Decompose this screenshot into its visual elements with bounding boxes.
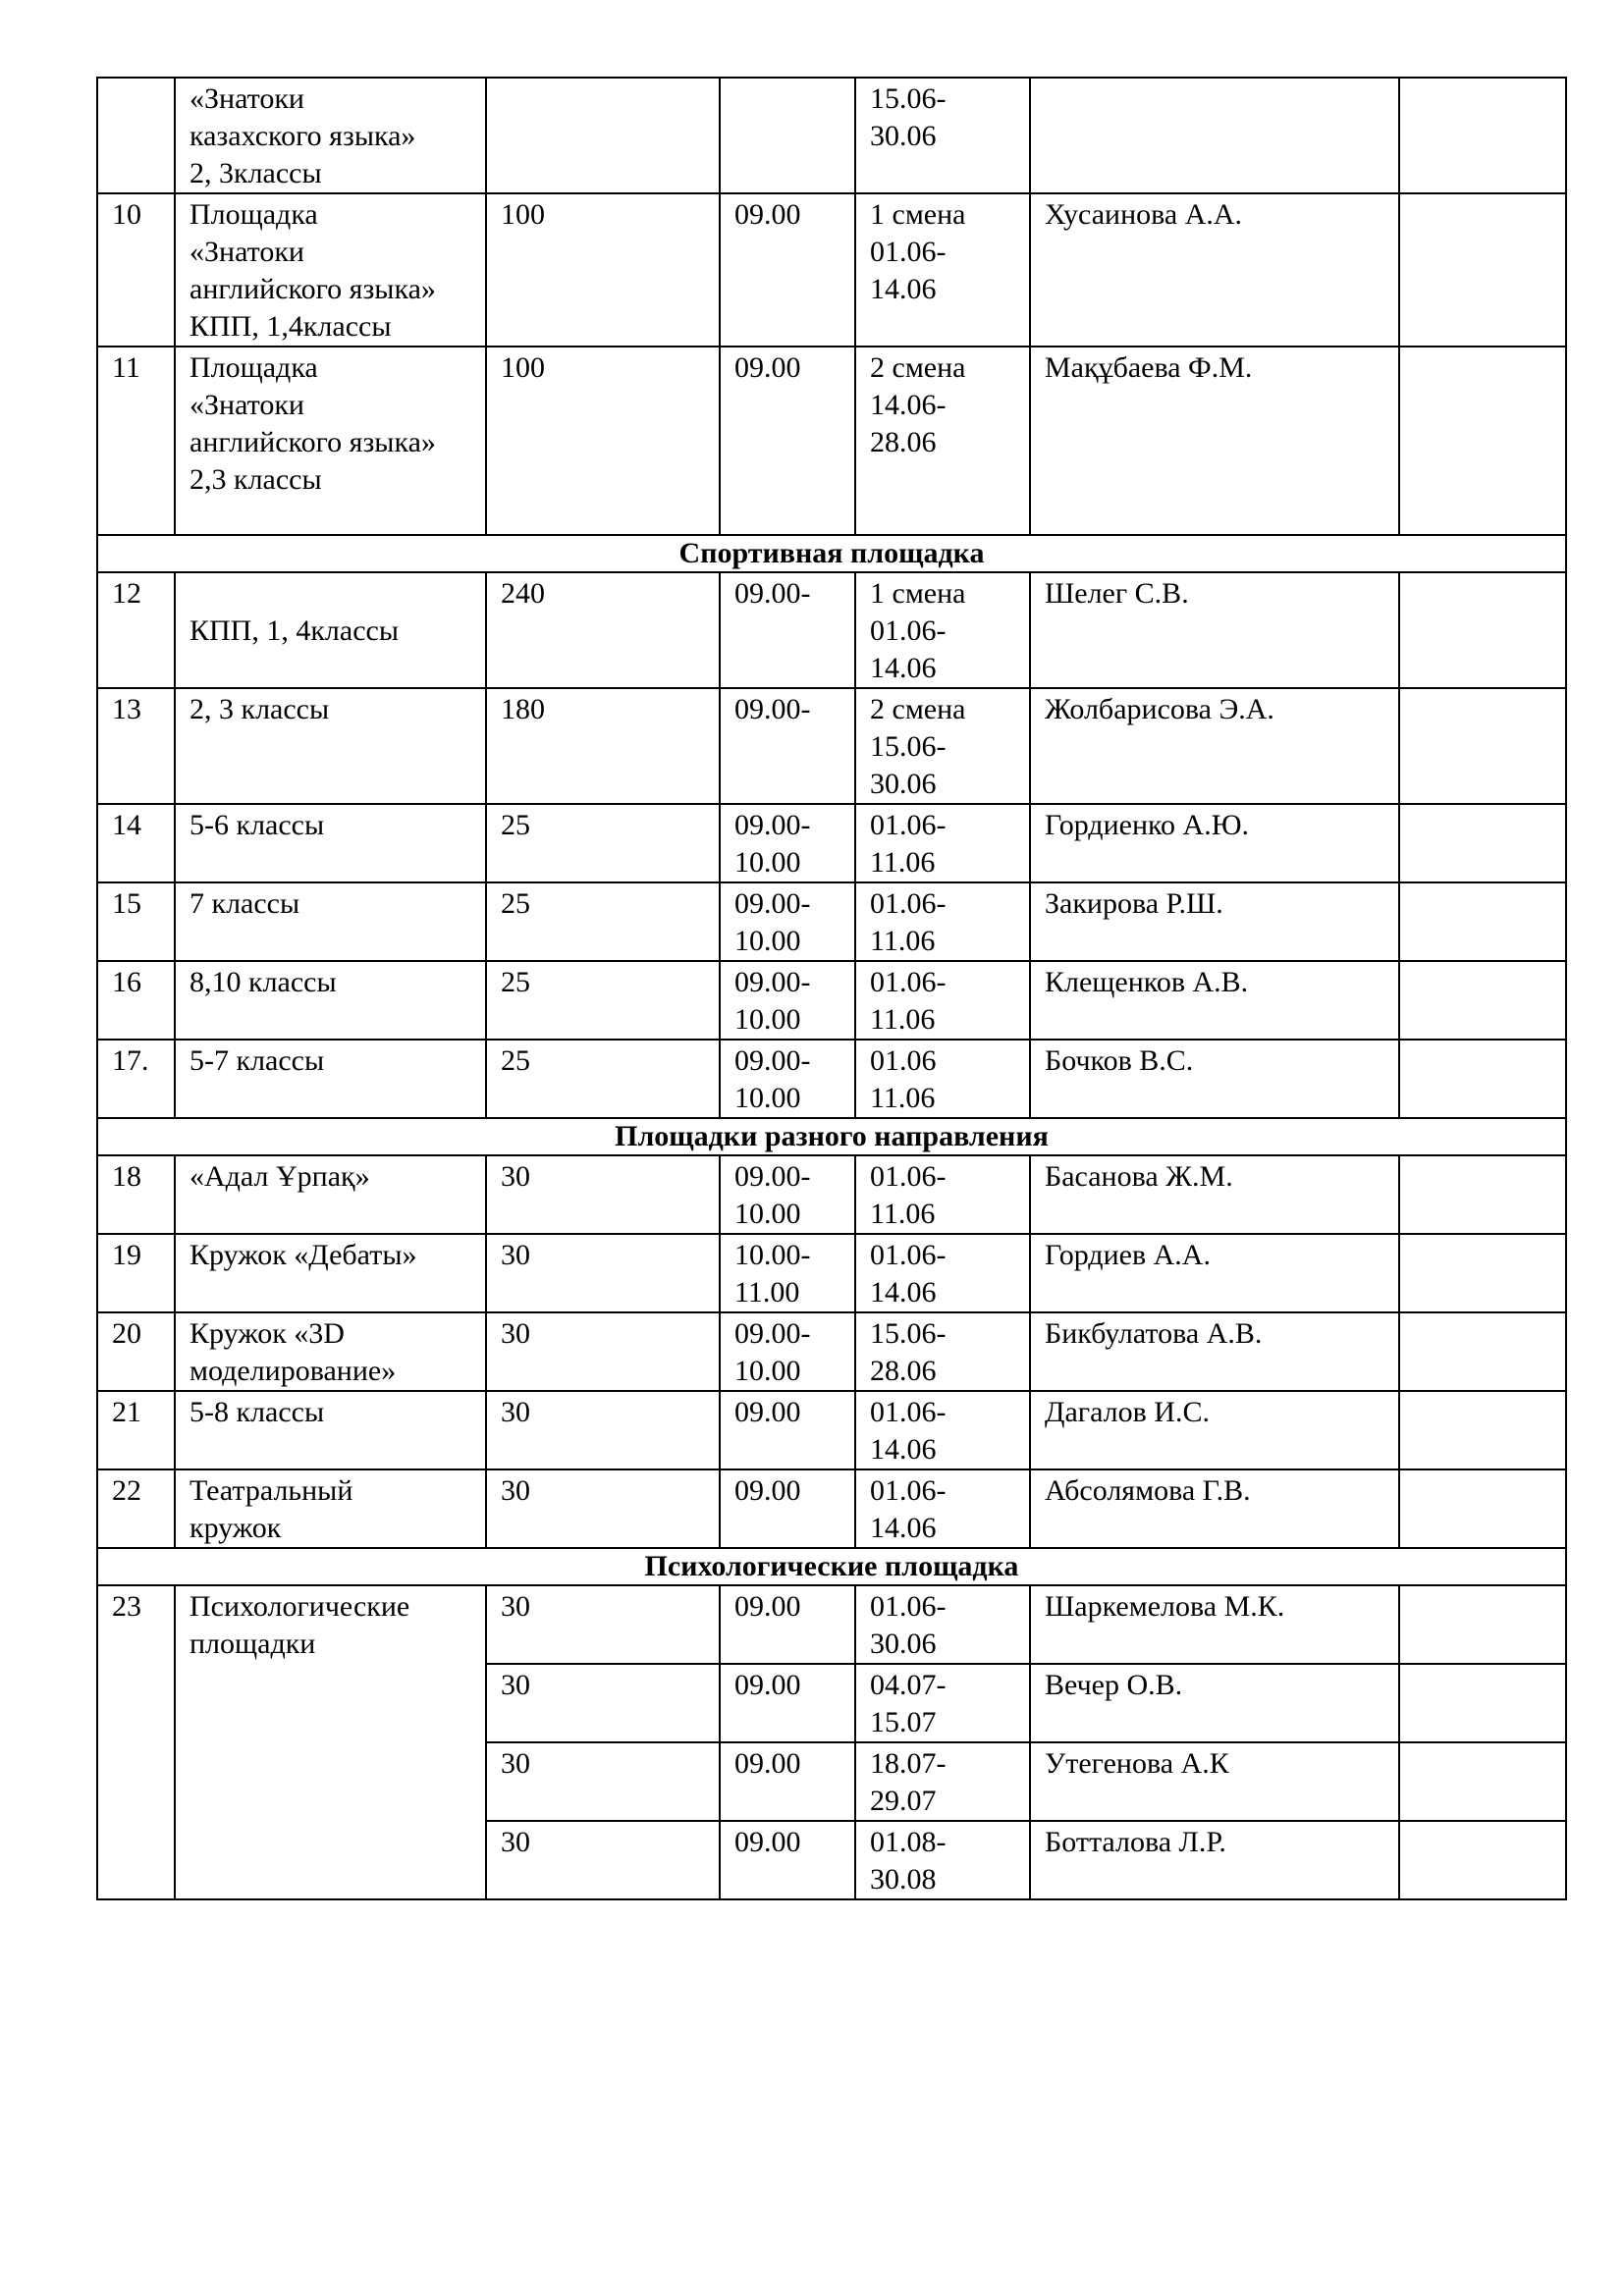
schedule-table <box>96 77 1567 1900</box>
participants-cell: 25 <box>486 961 720 1040</box>
table-row <box>97 688 1566 804</box>
row-number-cell: 23 <box>97 1585 175 1899</box>
start-time-cell: 10.00- 11.00 <box>720 1234 855 1312</box>
start-time-cell: 09.00- 10.00 <box>720 1155 855 1234</box>
start-time-cell: 09.00 <box>720 1742 855 1821</box>
notes-cell <box>1399 347 1566 535</box>
start-time-cell: 09.00- 10.00 <box>720 882 855 961</box>
participants-cell: 25 <box>486 1040 720 1118</box>
dates-cell: 2 смена 15.06- 30.06 <box>855 688 1030 804</box>
dates-cell: 01.06- 11.06 <box>855 804 1030 882</box>
table-row <box>97 347 1566 535</box>
responsible-person-cell <box>1030 78 1399 193</box>
participants-cell: 30 <box>486 1155 720 1234</box>
responsible-person-cell: Шелег С.В. <box>1030 572 1399 688</box>
section-header-row <box>97 1548 1566 1585</box>
table-row <box>97 1391 1566 1469</box>
notes-cell <box>1399 688 1566 804</box>
responsible-person-cell: Мақұбаева Ф.М. <box>1030 347 1399 535</box>
responsible-person-cell: Утегенова А.К <box>1030 1742 1399 1821</box>
activity-name-cell: 5-7 классы <box>175 1040 486 1118</box>
dates-cell: 15.06- 28.06 <box>855 1312 1030 1391</box>
row-number-cell: 15 <box>97 882 175 961</box>
table-row <box>97 572 1566 688</box>
table-row <box>97 78 1566 193</box>
row-number-cell: 14 <box>97 804 175 882</box>
activity-name-cell: «Адал Ұрпақ» <box>175 1155 486 1234</box>
row-number-cell: 18 <box>97 1155 175 1234</box>
start-time-cell: 09.00- 10.00 <box>720 1312 855 1391</box>
responsible-person-cell: Абсолямова Г.В. <box>1030 1469 1399 1548</box>
section-title: Площадки разного направления <box>97 1118 1566 1155</box>
start-time-cell: 09.00 <box>720 1664 855 1742</box>
participants-cell: 100 <box>486 347 720 535</box>
activity-name-cell: 8,10 классы <box>175 961 486 1040</box>
start-time-cell: 09.00- <box>720 688 855 804</box>
notes-cell <box>1399 1040 1566 1118</box>
table-row <box>97 1155 1566 1234</box>
participants-cell <box>486 78 720 193</box>
responsible-person-cell: Шаркемелова М.К. <box>1030 1585 1399 1664</box>
dates-cell: 01.06- 14.06 <box>855 1469 1030 1548</box>
dates-cell: 1 смена 01.06- 14.06 <box>855 193 1030 347</box>
start-time-cell: 09.00- 10.00 <box>720 1040 855 1118</box>
activity-name-cell: Площадка «Знатоки английского языка» КПП, 1,4классы <box>175 193 486 347</box>
dates-cell: 2 смена 14.06- 28.06 <box>855 347 1030 535</box>
activity-name-cell: «Знатоки казахского языка» 2, 3классы <box>175 78 486 193</box>
participants-cell: 30 <box>486 1234 720 1312</box>
row-number-cell: 13 <box>97 688 175 804</box>
section-title: Спортивная площадка <box>97 535 1566 572</box>
dates-cell: 01.06- 14.06 <box>855 1234 1030 1312</box>
start-time-cell: 09.00 <box>720 1391 855 1469</box>
table-row <box>97 1234 1566 1312</box>
table-row <box>97 1312 1566 1391</box>
responsible-person-cell: Бикбулатова А.В. <box>1030 1312 1399 1391</box>
row-number-cell: 17. <box>97 1040 175 1118</box>
responsible-person-cell: Хусаинова А.А. <box>1030 193 1399 347</box>
start-time-cell: 09.00- <box>720 572 855 688</box>
activity-name-cell: Кружок «3D моделирование» <box>175 1312 486 1391</box>
start-time-cell: 09.00- 10.00 <box>720 961 855 1040</box>
notes-cell <box>1399 1391 1566 1469</box>
row-number-cell: 19 <box>97 1234 175 1312</box>
participants-cell: 30 <box>486 1585 720 1664</box>
dates-cell: 01.06- 14.06 <box>855 1391 1030 1469</box>
row-number-cell: 21 <box>97 1391 175 1469</box>
activity-name-cell: Площадка «Знатоки английского языка» 2,3 классы <box>175 347 486 535</box>
participants-cell: 30 <box>486 1312 720 1391</box>
responsible-person-cell: Гордиев А.А. <box>1030 1234 1399 1312</box>
responsible-person-cell: Вечер О.В. <box>1030 1664 1399 1742</box>
notes-cell <box>1399 1821 1566 1899</box>
participants-cell: 30 <box>486 1391 720 1469</box>
row-number-cell: 10 <box>97 193 175 347</box>
start-time-cell <box>720 78 855 193</box>
notes-cell <box>1399 572 1566 688</box>
row-number-cell <box>97 78 175 193</box>
table-row <box>97 193 1566 347</box>
activity-name-cell: 5-8 классы <box>175 1391 486 1469</box>
row-number-cell: 20 <box>97 1312 175 1391</box>
dates-cell: 01.06- 11.06 <box>855 882 1030 961</box>
activity-name-cell: 7 классы <box>175 882 486 961</box>
dates-cell: 1 смена 01.06- 14.06 <box>855 572 1030 688</box>
responsible-person-cell: Гордиенко А.Ю. <box>1030 804 1399 882</box>
start-time-cell: 09.00 <box>720 1469 855 1548</box>
dates-cell: 04.07- 15.07 <box>855 1664 1030 1742</box>
row-number-cell: 11 <box>97 347 175 535</box>
responsible-person-cell: Басанова Ж.М. <box>1030 1155 1399 1234</box>
notes-cell <box>1399 804 1566 882</box>
start-time-cell: 09.00 <box>720 193 855 347</box>
participants-cell: 30 <box>486 1742 720 1821</box>
notes-cell <box>1399 1742 1566 1821</box>
activity-name-cell: Психологические площадки <box>175 1585 486 1899</box>
activity-name-cell: Театральный кружок <box>175 1469 486 1548</box>
dates-cell: 01.08- 30.08 <box>855 1821 1030 1899</box>
responsible-person-cell: Жолбарисова Э.А. <box>1030 688 1399 804</box>
start-time-cell: 09.00- 10.00 <box>720 804 855 882</box>
table-row <box>97 961 1566 1040</box>
responsible-person-cell: Бочков В.С. <box>1030 1040 1399 1118</box>
activity-name-cell: 2, 3 классы <box>175 688 486 804</box>
table-row <box>97 1469 1566 1548</box>
start-time-cell: 09.00 <box>720 347 855 535</box>
activity-name-cell: Кружок «Дебаты» <box>175 1234 486 1312</box>
dates-cell: 15.06- 30.06 <box>855 78 1030 193</box>
participants-cell: 100 <box>486 193 720 347</box>
dates-cell: 01.06- 30.06 <box>855 1585 1030 1664</box>
dates-cell: 01.06- 11.06 <box>855 961 1030 1040</box>
start-time-cell: 09.00 <box>720 1821 855 1899</box>
section-title: Психологические площадка <box>97 1548 1566 1585</box>
activity-name-cell: КПП, 1, 4классы <box>175 572 486 688</box>
notes-cell <box>1399 193 1566 347</box>
participants-cell: 30 <box>486 1469 720 1548</box>
notes-cell <box>1399 882 1566 961</box>
notes-cell <box>1399 1234 1566 1312</box>
participants-cell: 30 <box>486 1821 720 1899</box>
section-header-row <box>97 1118 1566 1155</box>
responsible-person-cell: Дагалов И.С. <box>1030 1391 1399 1469</box>
responsible-person-cell: Закирова Р.Ш. <box>1030 882 1399 961</box>
notes-cell <box>1399 1664 1566 1742</box>
notes-cell <box>1399 1585 1566 1664</box>
participants-cell: 25 <box>486 882 720 961</box>
participants-cell: 240 <box>486 572 720 688</box>
dates-cell: 01.06- 11.06 <box>855 1155 1030 1234</box>
notes-cell <box>1399 1469 1566 1548</box>
start-time-cell: 09.00 <box>720 1585 855 1664</box>
row-number-cell: 22 <box>97 1469 175 1548</box>
row-number-cell: 12 <box>97 572 175 688</box>
table-row <box>97 882 1566 961</box>
responsible-person-cell: Клещенков А.В. <box>1030 961 1399 1040</box>
participants-cell: 30 <box>486 1664 720 1742</box>
dates-cell: 01.06 11.06 <box>855 1040 1030 1118</box>
row-number-cell: 16 <box>97 961 175 1040</box>
responsible-person-cell: Ботталова Л.Р. <box>1030 1821 1399 1899</box>
dates-cell: 18.07- 29.07 <box>855 1742 1030 1821</box>
table-row <box>97 804 1566 882</box>
notes-cell <box>1399 78 1566 193</box>
participants-cell: 25 <box>486 804 720 882</box>
schedule-table-body <box>97 78 1566 1899</box>
table-row <box>97 1585 1566 1664</box>
notes-cell <box>1399 1312 1566 1391</box>
notes-cell <box>1399 961 1566 1040</box>
table-row <box>97 1040 1566 1118</box>
activity-name-cell: 5-6 классы <box>175 804 486 882</box>
notes-cell <box>1399 1155 1566 1234</box>
section-header-row <box>97 535 1566 572</box>
participants-cell: 180 <box>486 688 720 804</box>
